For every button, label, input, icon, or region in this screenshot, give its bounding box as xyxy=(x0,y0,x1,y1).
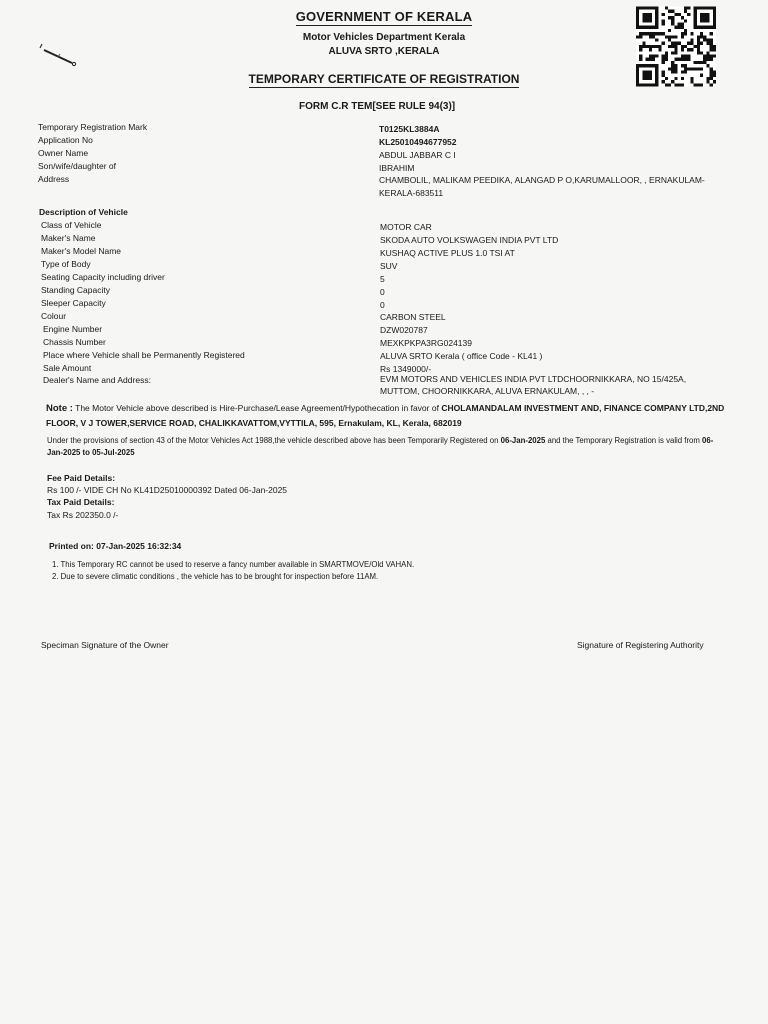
provision-registration-date: 06-Jan-2025 xyxy=(500,436,546,445)
tax-paid-detail: Tax Rs 202350.0 /- xyxy=(47,510,119,520)
authority-signature-label: Signature of Registering Authority xyxy=(577,640,704,650)
hypothecation-note xyxy=(46,401,726,431)
field-value-model: KUSHAQ ACTIVE PLUS 1.0 TSI AT xyxy=(380,248,515,258)
fee-paid-detail: Rs 100 /- VIDE CH No KL41D25010000392 Dated 06-Jan-2025 xyxy=(47,485,288,495)
office-name: ALUVA SRTO ,KERALA xyxy=(328,46,440,57)
field-label-body-type: Type of Body xyxy=(41,259,91,269)
instruction-item: 1. This Temporary RC cannot be used to reserve a fancy number available in SMARTMOVE/Old VAHAN. xyxy=(52,560,415,569)
certificate-page: GOVERNMENT OF KERALA Motor Vehicles Department Kerala ALUVA SRTO ,KERALA TEMPORARY CERTIFICATE OF REGISTRATION FORM C.R TEM[SEE RULE 94(3)] Temporary Registration Mark T0125KL3884A Application No KL25010494677952 Owner Name ABDUL JABBAR C I Son/wife/daughter of IBRAHIM Address CHAMBOLIL, MALIKAM PEEDIKA, ALANGAD P O,KARUMALLOOR, , ERNAKULAM- KERALA-683511 Description of Vehicle Class of Vehicle MOTOR CAR Maker's Name SKODA AUTO VOLKSWAGEN INDIA PVT LTD Maker's Model Name KUSHAQ ACTIVE PLUS 1.0 TSI AT Type of Body SUV Seating Capacity including driver 5 Standing Capacity 0 Sleeper Capacity 0 Colour CARBON STEEL Engine Number DZW020787 Chassis Number MEXKPKPA3RG024139 Place where Vehicle shall be Permanently Registered ALUVA SRTO Kerala ( office Code - KL41 ) Sale Amount Rs 1349000/- Dealer's Name and Address: EVM MOTORS AND VEHICLES INDIA PVT LTDCHOORNIKKARA, NO 15/425A, MUTTOM, CHOORNIKKARA, ALUVA ERNAKULAM, , , - Note : The Motor Vehicle above described is Hire-Purchase/Lease Agreement/Hypothecation in favor of CHOLAMANDALAM INVESTMENT AND, FINANCE COMPANY LTD,2ND FLOOR, V J TOWER,SERVICE ROAD, CHALIKKAVATTOM,VYTTILA, 595, Ernakulam, KL, Kerala, 682019 Under the provisions of section 43 of the Motor Vehicles Act 1988,the vehicle described above has been Temporarily Registered on 06-Jan-2025 and the Temporary Registration is valid from 06-Jan-2025 to 05-Jul-2025 Fee Paid Details: Rs 100 /- VIDE CH No KL41D25010000392 Dated 06-Jan-2025 Tax Paid Details: Tax Rs 202350.0 /- Printed on: 07-Jan-2025 16:32:34 1. This Temporary RC cannot be used to reserve a fancy number available in SMARTMOVE/Old VAHAN. 2. Due to severe climatic conditions , the vehicle has to be brought for inspection before 11AM. Speciman Signature of the Owner Signature of Registering Authority xyxy=(0,0,768,1024)
field-label-registration-place: Place where Vehicle shall be Permanently Registered xyxy=(43,350,245,360)
field-label-maker: Maker's Name xyxy=(41,233,96,243)
field-value-application-no: KL25010494677952 xyxy=(379,137,457,147)
note-text: The Motor Vehicle above described is Hire-Purchase/Lease Agreement/Hypothecation in favor of xyxy=(72,403,442,413)
field-value-sleeper: 0 xyxy=(380,300,385,310)
field-value-seating: 5 xyxy=(380,274,385,284)
field-label-sale-amount: Sale Amount xyxy=(43,363,92,373)
department-name: Motor Vehicles Department Kerala xyxy=(302,32,466,43)
field-label-owner-name: Owner Name xyxy=(38,148,89,158)
field-value-chassis: MEXKPKPA3RG024139 xyxy=(380,338,472,348)
fee-paid-heading: Fee Paid Details: xyxy=(47,473,116,483)
field-label-class: Class of Vehicle xyxy=(41,220,102,230)
field-value-sale-amount: Rs 1349000/- xyxy=(380,364,432,374)
owner-signature-label: Speciman Signature of the Owner xyxy=(41,640,169,650)
field-label-colour: Colour xyxy=(41,311,67,321)
field-value-relation: IBRAHIM xyxy=(379,163,415,173)
field-label-dealer: Dealer's Name and Address: xyxy=(43,375,151,385)
field-value-colour: CARBON STEEL xyxy=(380,312,446,322)
field-label-chassis: Chassis Number xyxy=(43,337,106,347)
field-value-address: CHAMBOLIL, MALIKAM PEEDIKA, ALANGAD P O,KARUMALLOOR, , ERNAKULAM- xyxy=(379,175,705,185)
government-title: GOVERNMENT OF KERALA xyxy=(295,9,473,24)
field-label-model: Maker's Model Name xyxy=(41,246,122,256)
field-label-sleeper: Sleeper Capacity xyxy=(41,298,106,308)
field-label-application-no: Application No xyxy=(38,135,93,145)
tax-paid-heading: Tax Paid Details: xyxy=(47,497,115,507)
field-label-standing: Standing Capacity xyxy=(41,285,110,295)
field-value-class: MOTOR CAR xyxy=(380,222,432,232)
field-label-seating: Seating Capacity including driver xyxy=(41,272,165,282)
field-value-registration-place: ALUVA SRTO Kerala ( office Code - KL41 ) xyxy=(380,351,543,361)
printed-on: Printed on: 07-Jan-2025 16:32:34 xyxy=(49,541,182,551)
field-value-registration-mark: T0125KL3884A xyxy=(379,124,440,134)
field-value-maker: SKODA AUTO VOLKSWAGEN INDIA PVT LTD xyxy=(380,235,559,245)
field-value-owner-name: ABDUL JABBAR C I xyxy=(379,150,456,160)
field-value-address-line2: KERALA-683511 xyxy=(379,188,444,198)
field-value-body-type: SUV xyxy=(380,261,398,271)
qr-code-icon xyxy=(636,5,716,88)
field-label-address: Address xyxy=(38,174,70,184)
vehicle-section-heading: Description of Vehicle xyxy=(39,207,128,217)
certificate-title: TEMPORARY CERTIFICATE OF REGISTRATION xyxy=(248,72,520,86)
provision-text: Under the provisions of section 43 of the Motor Vehicles Act 1988,the vehicle described above has been Temporarily Registered on xyxy=(47,436,501,445)
registration-provision xyxy=(47,435,727,459)
instruction-item: 2. Due to severe climatic conditions , the vehicle has to be brought for inspection before 11AM. xyxy=(52,572,379,581)
note-label: Note : xyxy=(46,403,73,414)
provision-text-2: and the Temporary Registration is valid from xyxy=(545,436,703,445)
field-value-engine: DZW020787 xyxy=(380,325,428,335)
field-label-registration-mark: Temporary Registration Mark xyxy=(38,122,148,132)
provision-validity: 06-Jan-2025 to 05-Jul-2025 xyxy=(47,436,714,457)
field-value-dealer-line2: MUTTOM, CHOORNIKKARA, ALUVA ERNAKULAM, , , - xyxy=(380,386,595,396)
field-value-standing: 0 xyxy=(380,287,385,297)
field-label-relation: Son/wife/daughter of xyxy=(38,161,116,171)
note-financier: CHOLAMANDALAM INVESTMENT AND, FINANCE COMPANY LTD,2ND FLOOR, V J TOWER,SERVICE ROAD, CHALIKKAVATTOM,VYTTILA, 595, Ernakulam, KL, Kerala, 682019 xyxy=(46,403,725,428)
instructions-list xyxy=(52,559,414,583)
field-value-dealer: EVM MOTORS AND VEHICLES INDIA PVT LTDCHOORNIKKARA, NO 15/425A, xyxy=(380,374,687,384)
field-label-engine: Engine Number xyxy=(43,324,103,334)
